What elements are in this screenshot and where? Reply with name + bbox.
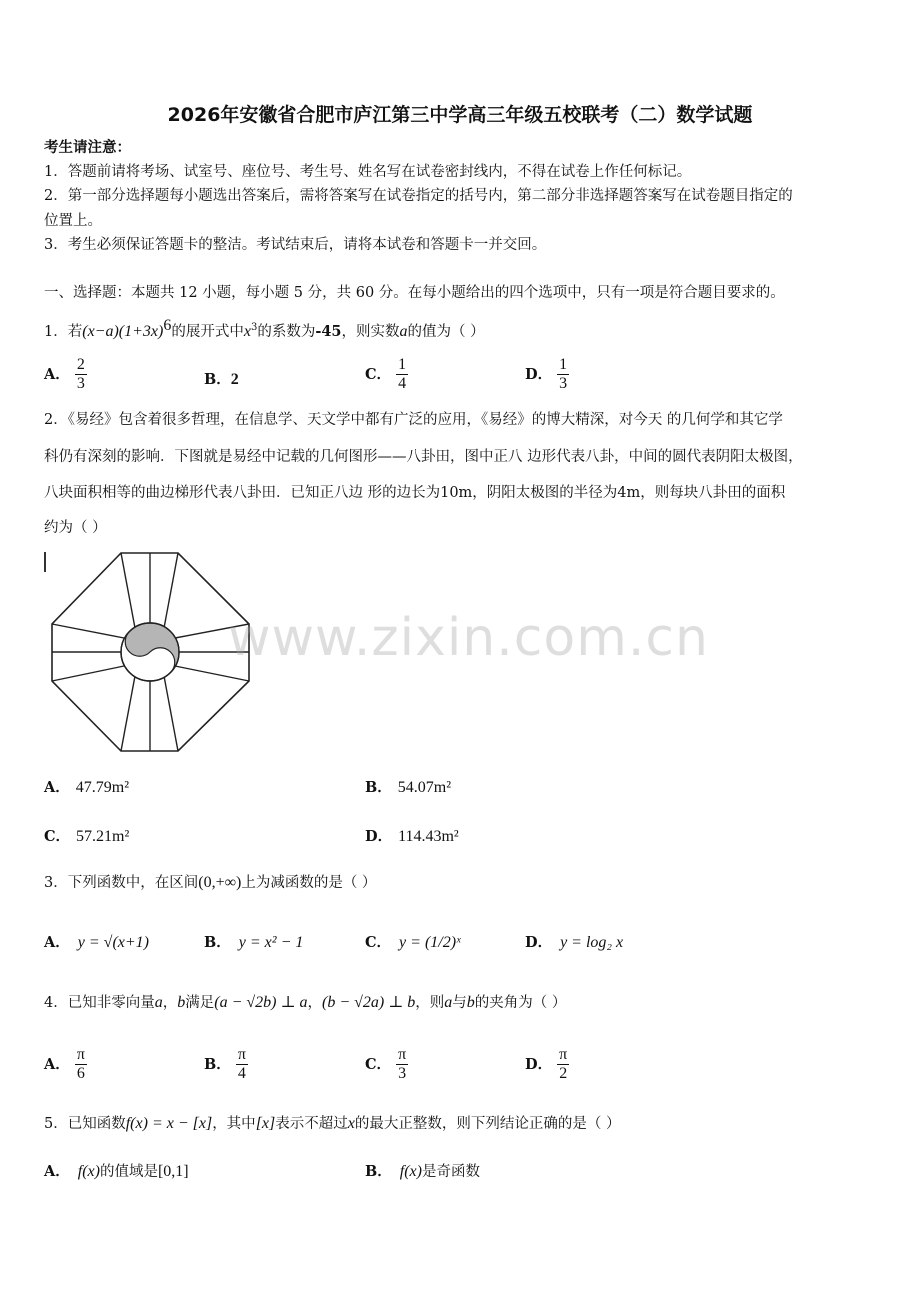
q4-option-a[interactable]: A． $\frac{\pi}{6}$: [44, 1046, 85, 1082]
taiji-symbol: [119, 611, 191, 683]
q1-option-c[interactable]: C． $\frac{1}{4}$: [365, 356, 407, 392]
q4-condition-1: (a − √2b) ⊥ a: [214, 994, 308, 1011]
q1-coefficient: -45: [315, 322, 342, 340]
q1-option-a-frac: $\frac{2}{3}$: [76, 356, 85, 392]
spoke: [52, 666, 124, 681]
q1-var-exp: 3: [250, 322, 258, 333]
spoke: [121, 553, 135, 628]
question-3: 3．下列函数中，在区间(0,+∞)上为减函数的是（ ）: [44, 874, 377, 891]
notice-item-3: 3．考生必须保证答题卡的整洁。考试结束后，请将本试卷和答题卡一并交回。: [44, 237, 547, 253]
q5-option-b[interactable]: B． f(x)是奇函数: [365, 1163, 480, 1180]
question-5: 5．已知函数f(x) = x − [x]，其中[x]表示不超过x的最大正整数，则下列结论正确的是（ ）: [44, 1115, 621, 1132]
q1-var: x: [243, 322, 251, 340]
q4-condition-2: (b − √2a) ⊥ b: [322, 994, 416, 1011]
q4-option-b[interactable]: B． $\frac{\pi}{4}$: [204, 1046, 246, 1082]
q1-expression: (x−a)(1+3x): [82, 322, 164, 340]
section-heading: 一、选择题：本题共 12 小题，每小题 5 分，共 60 分。在每小题给出的四个选项中，只有一项是符合题目要求的。: [44, 285, 785, 301]
spoke: [52, 624, 124, 638]
q1-text: 的展开式中: [171, 323, 244, 340]
q1-a: a: [399, 322, 408, 340]
vector-a: a: [154, 994, 163, 1011]
spoke: [164, 553, 178, 628]
vector-b: b: [177, 994, 186, 1011]
q2-line-1: 2．《易经》包含着很多哲理，在信息学、天文学中都有广泛的应用，《易经》的博大精深，对今天 的几何学和其它学: [44, 412, 783, 428]
q2-option-d[interactable]: D． 114.43m²: [365, 828, 459, 845]
bagua-figure: [44, 548, 254, 758]
q2-option-c[interactable]: C． 57.21m²: [44, 828, 130, 845]
q1-exponent: 6: [163, 317, 172, 334]
q1-text-3: ，则实数: [341, 323, 400, 340]
q5-function: f(x) = x − [x]: [125, 1115, 213, 1132]
q4-option-d[interactable]: D． $\frac{\pi}{2}$: [525, 1046, 568, 1082]
q3-option-a[interactable]: A． y = √(x+1): [44, 934, 149, 951]
question-4: 4．已知非零向量a，b满足(a − √2b) ⊥ a，(b − √2a) ⊥ b，则a与b的夹角为（ ）: [44, 994, 567, 1011]
notice-item-2-cont: 位置上。: [44, 213, 102, 229]
q1-option-d-frac: $\frac{1}{3}$: [559, 356, 568, 392]
notice-item-1: 1．答题前请将考场、试室号、座位号、考生号、姓名写在试卷密封线内，不得在试卷上作任何标记。: [44, 164, 692, 180]
q2-option-b[interactable]: B． 54.07m²: [365, 779, 452, 796]
notice-heading: 考生请注意：: [44, 139, 131, 156]
q3-interval: (0,+∞): [198, 874, 242, 891]
q5-option-a[interactable]: A． f(x)的值域是[0,1]: [44, 1163, 189, 1180]
q4-option-c[interactable]: C． $\frac{\pi}{3}$: [365, 1046, 407, 1082]
q1-option-b[interactable]: B．2: [204, 371, 239, 388]
q1-text-4: 的值为（ ）: [407, 323, 485, 340]
spoke: [121, 676, 135, 751]
q3-option-c[interactable]: C． y = (1/2)ˣ: [365, 934, 461, 951]
q2-line-2: 科仍有深刻的影响．下图就是易经中记载的几何图形——八卦田，图中正八 边形代表八卦，中间的圆代表阴阳太极图，: [44, 449, 803, 465]
q2-option-a[interactable]: A． 47.79m²: [44, 779, 130, 796]
watermark: www.zixin.com.cn: [228, 608, 709, 668]
q2-line-4: 约为（ ）: [44, 520, 107, 536]
q1-text-2: 的系数为: [257, 323, 316, 340]
q1-option-a[interactable]: A． $\frac{2}{3}$: [44, 356, 85, 392]
q2-line-3: 八块面积相等的曲边梯形代表八卦田．已知正八边 形的边长为10m，阴阳太极图的半径为4m，则每块八卦田的面积: [44, 485, 786, 501]
q3-option-b[interactable]: B． y = x² − 1: [204, 934, 304, 951]
spoke: [164, 676, 178, 751]
q1-option-c-frac: $\frac{1}{4}$: [398, 356, 407, 392]
notice-item-2: 2．第一部分选择题每小题选出答案后，需将答案写在试卷指定的括号内，第二部分非选择题答案写在试卷题目指定的: [44, 188, 793, 204]
q1-option-d[interactable]: D． $\frac{1}{3}$: [525, 356, 568, 392]
question-1: [44, 314, 485, 344]
q3-option-d[interactable]: D． y = log₂ x: [525, 934, 624, 951]
spoke: [175, 666, 249, 681]
page-title: 2026年安徽省合肥市庐江第三中学高三年级五校联考（二）数学试题: [167, 104, 753, 126]
q1-number: 1．若: [44, 323, 83, 340]
